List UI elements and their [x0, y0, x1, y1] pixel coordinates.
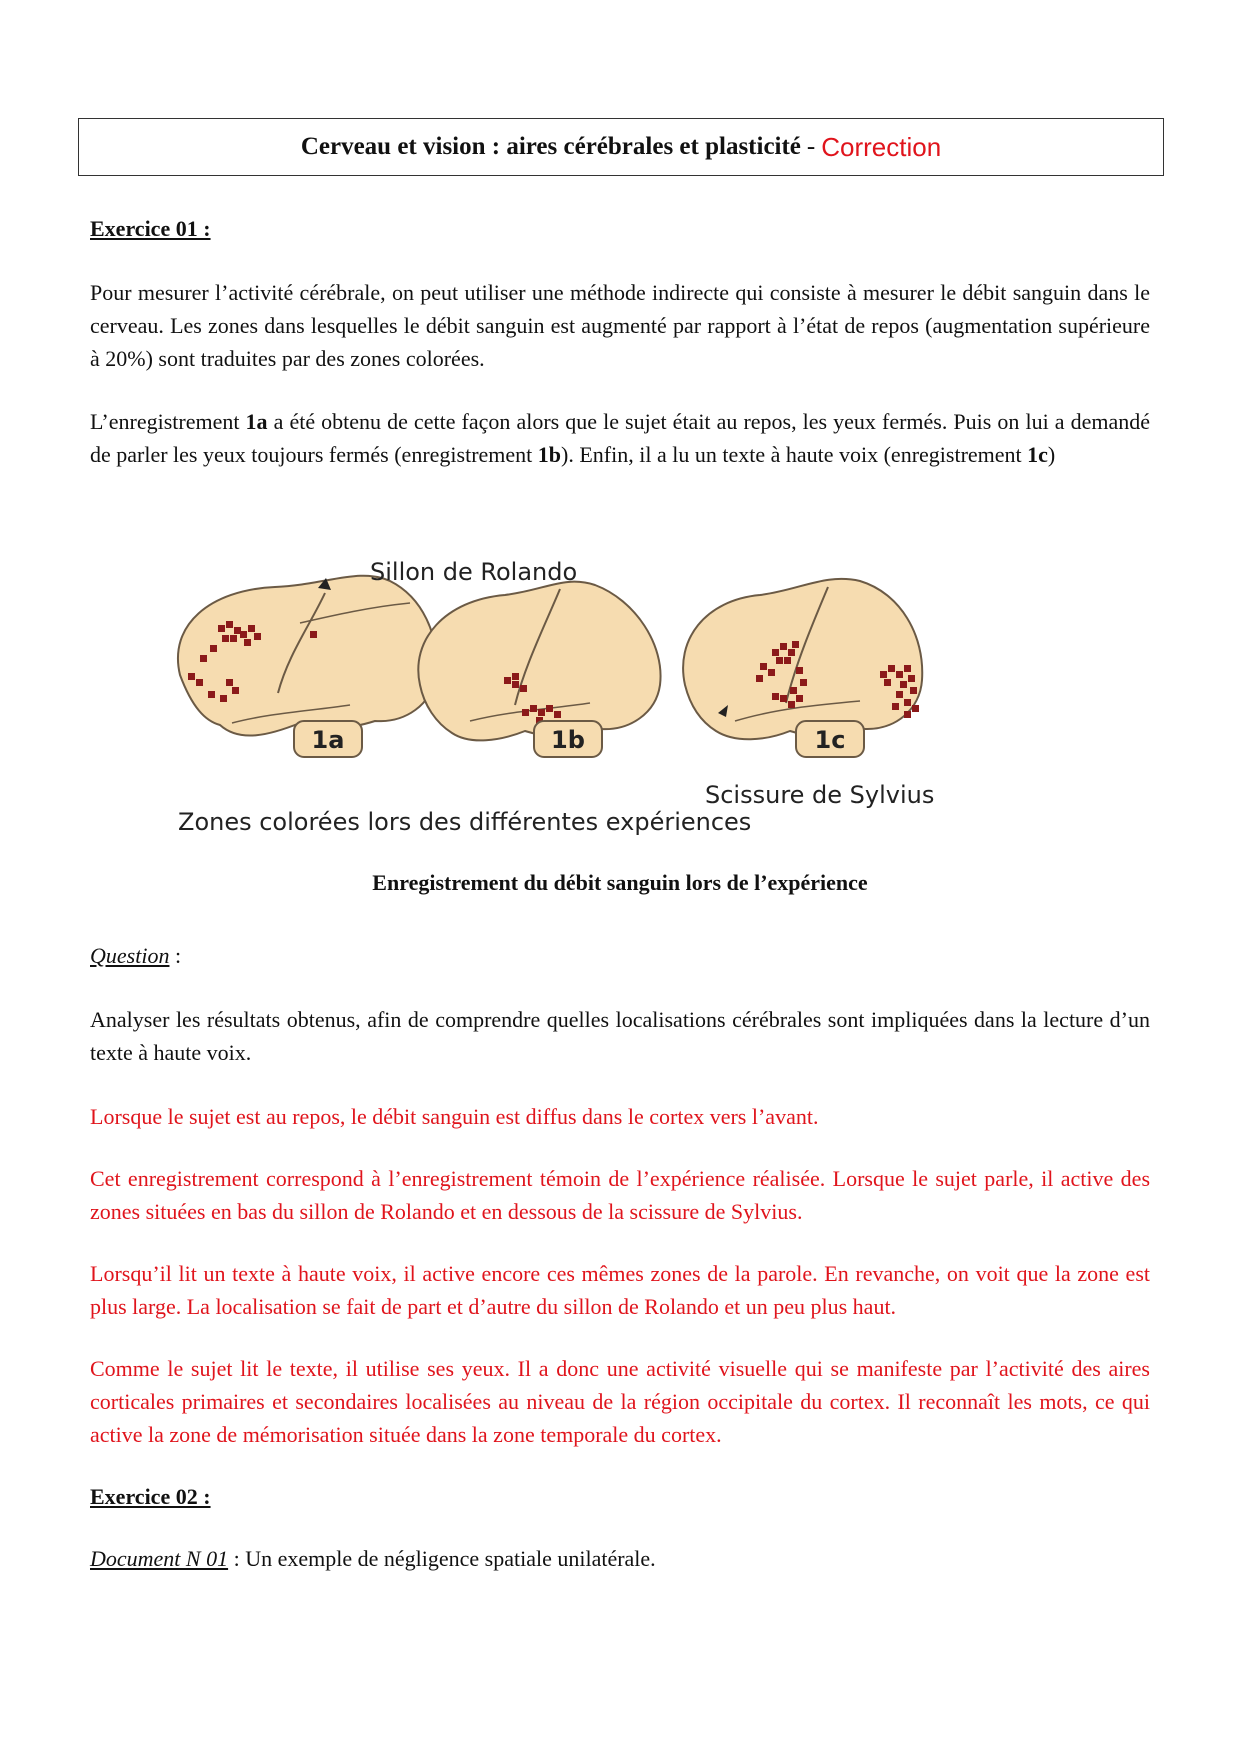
label-scissure-de-sylvius: Scissure de Sylvius	[705, 781, 935, 809]
brain-1a	[178, 576, 437, 757]
question-label: Question	[90, 943, 170, 968]
title-correction-label: Correction	[821, 131, 942, 162]
exercise-1-intro: Pour mesurer l’activité cérébrale, on peut utiliser une méthode indirecte qui consiste à mesurer le débit sanguin dans le cerveau. Les zones dans lesquelles le débit sanguin est augmenté par rapport à l’état de repos (augmentation supérieure à 20%) sont traduites par des zones colorées.	[90, 280, 1150, 371]
exercise-1-heading: Exercice 01 :	[90, 216, 211, 241]
figure-caption: Enregistrement du débit sanguin lors de l’expérience	[372, 870, 868, 895]
label-zones-colorees: Zones colorées lors des différentes expériences	[178, 808, 752, 836]
brain-1c-label: 1c	[814, 726, 846, 754]
answer-paragraph-4: Comme le sujet lit le texte, il utilise ses yeux. Il a donc une activité visuelle qui se manifeste par l’activité des aires corticales primaires et secondaires localisées au niveau de la région occipitale du cortex. Il reconnaît les mots, ce qui active la zone de mémorisation située dans la zone temporale du cortex.	[90, 1356, 1150, 1447]
exercise-2-heading: Exercice 02 :	[90, 1484, 211, 1509]
brain-recordings-figure	[160, 545, 1080, 845]
brain-1b-label: 1b	[551, 726, 585, 754]
title-box	[78, 118, 1164, 176]
title-separator: -	[806, 133, 816, 160]
question-text: Analyser les résultats obtenus, afin de comprendre quelles localisations cérébrales sont impliquées dans la lecture d’un texte à haute voix.	[90, 1007, 1150, 1065]
document-1-line: Document N 01 : Un exemple de négligence spatiale unilatérale.	[90, 1546, 656, 1571]
question-line: Question :	[90, 943, 182, 968]
brain-1b	[418, 582, 660, 757]
brain-1c	[683, 579, 922, 757]
document-1-label: Document N 01	[90, 1546, 229, 1571]
answer-paragraph-2: Cet enregistrement correspond à l’enregistrement témoin de l’expérience réalisée. Lorsque le sujet parle, il active des zones situées en bas du sillon de Rolando et en dessous de la scissure de Sylvius.	[90, 1166, 1150, 1224]
brain-1a-label: 1a	[311, 726, 345, 754]
answer-paragraph-3: Lorsqu’il lit un texte à haute voix, il active encore ces mêmes zones de la parole. En revanche, on voit que la zone est plus large. La localisation se fait de part et d’autre du sillon de Rolando et un peu plus haut.	[90, 1261, 1150, 1319]
page-title: Cerveau et vision : aires cérébrales et plasticité	[300, 133, 801, 160]
answer-paragraph-1: Lorsque le sujet est au repos, le débit sanguin est diffus dans le cortex vers l’avant.	[90, 1104, 819, 1129]
label-sillon-de-rolando: Sillon de Rolando	[370, 558, 578, 586]
exercise-1-recording-description: L’enregistrement 1a a été obtenu de cette façon alors que le sujet était au repos, les yeux fermés. Puis on lui a demandé de parler les yeux toujours fermés (enregistrement 1b). Enfin, il a lu un texte à haute voix (enregistrement 1c)	[90, 409, 1151, 467]
